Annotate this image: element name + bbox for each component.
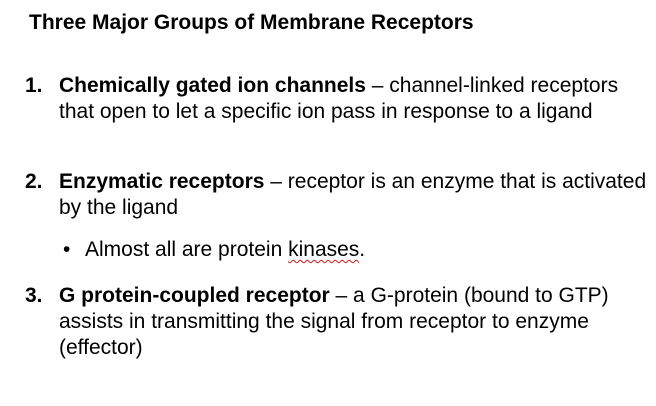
sub-bullet-kinases xyxy=(63,237,365,263)
receptor-term: Enzymatic receptors xyxy=(59,170,265,193)
list-item-text xyxy=(59,283,650,361)
list-number: 2. xyxy=(25,170,43,193)
slide-title: Three Major Groups of Membrane Receptors xyxy=(29,11,474,34)
receptor-description: – channel-linked receptors that open to let a specific ion pass in response to a ligand xyxy=(59,74,619,123)
bullet-dot-icon: • xyxy=(63,238,71,261)
receptor-description: – a G-protein (bound to GTP) assists in transmitting the signal from receptor to enzyme (effector) xyxy=(59,284,609,359)
list-number: 1. xyxy=(25,74,43,97)
list-number: 3. xyxy=(25,284,43,307)
sub-bullet-period: . xyxy=(359,238,366,261)
list-item-chemically-gated xyxy=(25,73,650,125)
sub-bullet-text: Almost all are protein xyxy=(85,238,289,261)
list-item-text xyxy=(59,73,650,125)
list-item-g-protein xyxy=(25,283,650,361)
spellcheck-flagged-word[interactable]: kinases xyxy=(288,238,360,261)
receptor-term: G protein-coupled receptor xyxy=(59,284,330,307)
receptor-term: Chemically gated ion channels xyxy=(59,74,366,97)
receptor-description: – receptor is an enzyme that is activated by the ligand xyxy=(59,170,647,219)
list-item-text xyxy=(59,169,650,221)
list-item-enzymatic xyxy=(25,169,650,221)
